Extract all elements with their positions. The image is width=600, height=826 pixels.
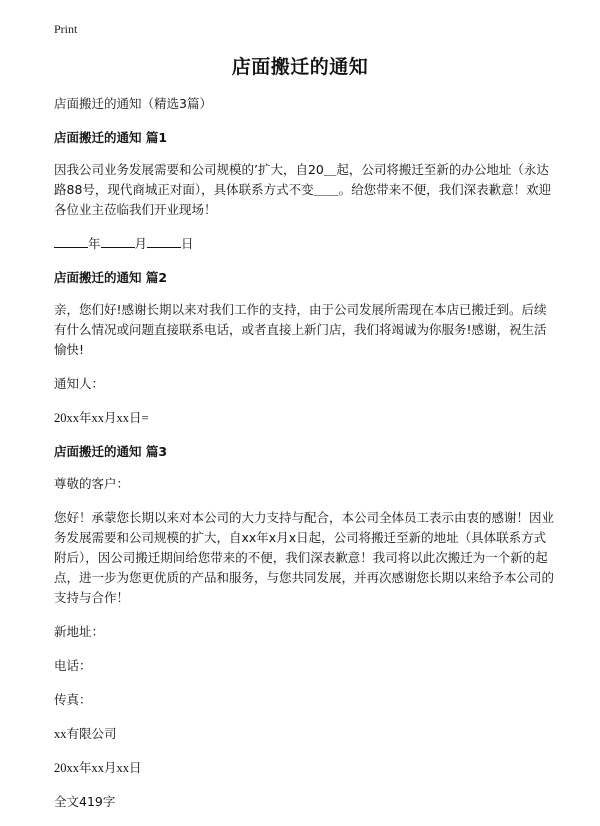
page-title: 店面搬迁的通知: [231, 56, 369, 78]
section3-date: 20xx年xx月xx日: [54, 761, 142, 775]
section1-heading: 店面搬迁的通知 篇1: [54, 130, 168, 145]
section2-heading: 店面搬迁的通知 篇2: [54, 270, 168, 285]
section1-body: 因我公司业务发展需要和公司规模的’扩大，自20＿起，公司将搬迁至新的办公地址（永达路88号，现代商城正对面），具体联系方式不变＿＿。给您带来不便，我们深表歉意！欢迎各位业主莅临我们开业现场！: [54, 162, 552, 217]
section1-date-line: [54, 234, 554, 254]
section3-body: 您好！承蒙您长期以来对本公司的大力支持与配合，本公司全体员工表示由衷的感谢！因业务发展需要和公司规模的扩大，自xx年x月x日起，公司将搬迁至新的地址（具体联系方式附后），因公司搬迁期间给您带来的不便，我们深表歉意！我司将以此次搬迁为一个新的起点，进一步为您更优质的产品和服务，与您共同发展，并再次感谢您长期以来给予本公司的支持与合作！: [54, 510, 555, 605]
month-blank: [101, 235, 135, 248]
section3-new-address: 新地址：: [54, 624, 105, 639]
day-label: 日: [181, 236, 194, 251]
intro-line: 店面搬迁的通知（精选3篇）: [54, 96, 212, 111]
section2-notifier: 通知人：: [54, 376, 105, 391]
document-body: [54, 94, 554, 826]
print-link[interactable]: Print: [54, 22, 78, 36]
day-blank: [147, 235, 181, 248]
section3-greeting: 尊敬的客户：: [54, 476, 130, 491]
section3-fax: 传真：: [54, 692, 92, 707]
section3-heading: 店面搬迁的通知 篇3: [54, 444, 168, 459]
section2-date: 20xx年xx月xx日=: [54, 411, 149, 425]
section3-phone: 电话：: [54, 658, 92, 673]
section3-company: xx有限公司: [54, 727, 117, 741]
year-blank: [54, 235, 88, 248]
section2-body: 亲，您们好!感谢长期以来对我们工作的支持，由于公司发展所需现在本店已搬迁到。后续有什么情况或问题直接联系电话，或者直接上新门店，我们将竭诚为你服务!感谢，祝生活愉快!: [54, 302, 547, 357]
year-label: 年: [88, 236, 101, 251]
month-label: 月: [134, 236, 148, 251]
word-count: 全文419字: [54, 794, 116, 809]
